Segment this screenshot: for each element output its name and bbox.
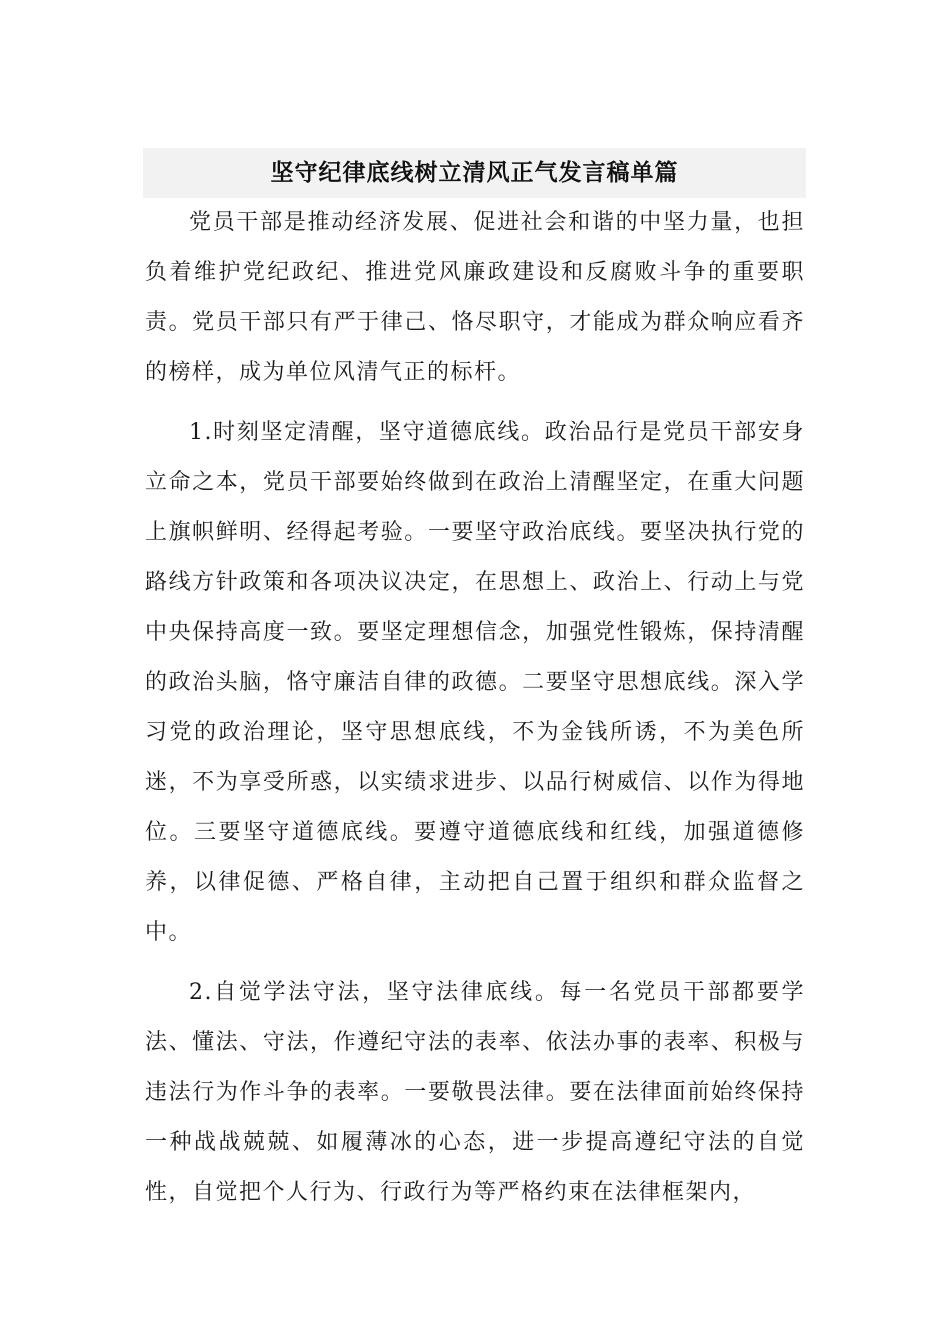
document-body — [145, 198, 805, 1218]
paragraph-section-2: 2.自觉学法守法，坚守法律底线。每一名党员干部都要学法、懂法、守法，作遵纪守法的表率、依法办事的表率、积极与违法行为作斗争的表率。一要敬畏法律。要在法律面前始终保持一种战战兢兢、如履薄冰的心态，进一步提高遵纪守法的自觉性，自觉把个人行为、行政行为等严格约束在法律框架内， — [145, 980, 805, 1205]
paragraph-section-1: 1.时刻坚定清醒，坚守道德底线。政治品行是党员干部安身立命之本，党员干部要始终做到在政治上清醒坚定，在重大问题上旗帜鲜明、经得起考验。一要坚守政治底线。要坚决执行党的路线方针政策和各项决议决定，在思想上、政治上、行动上与党中央保持高度一致。要坚定理想信念，加强党性锻炼，保持清醒的政治头脑，恪守廉洁自律的政德。二要坚守思想底线。深入学习党的政治理论，坚守思想底线，不为金钱所诱，不为美色所迷，不为享受所惑，以实绩求进步、以品行树威信、以作为得地位。三要坚守道德底线。要遵守道德底线和红线，加强道德修养，以律促德、严格自律，主动把自己置于组织和群众监督之中。 — [145, 420, 805, 945]
paragraph-intro: 党员干部是推动经济发展、促进社会和谐的中坚力量，也担负着维护党纪政纪、推进党风廉政建设和反腐败斗争的重要职责。党员干部只有严于律己、恪尽职守，才能成为群众响应看齐的榜样，成为单位风清气正的标杆。 — [145, 210, 805, 385]
document-title: 坚守纪律底线树立清风正气发言稿单篇 — [270, 160, 679, 186]
